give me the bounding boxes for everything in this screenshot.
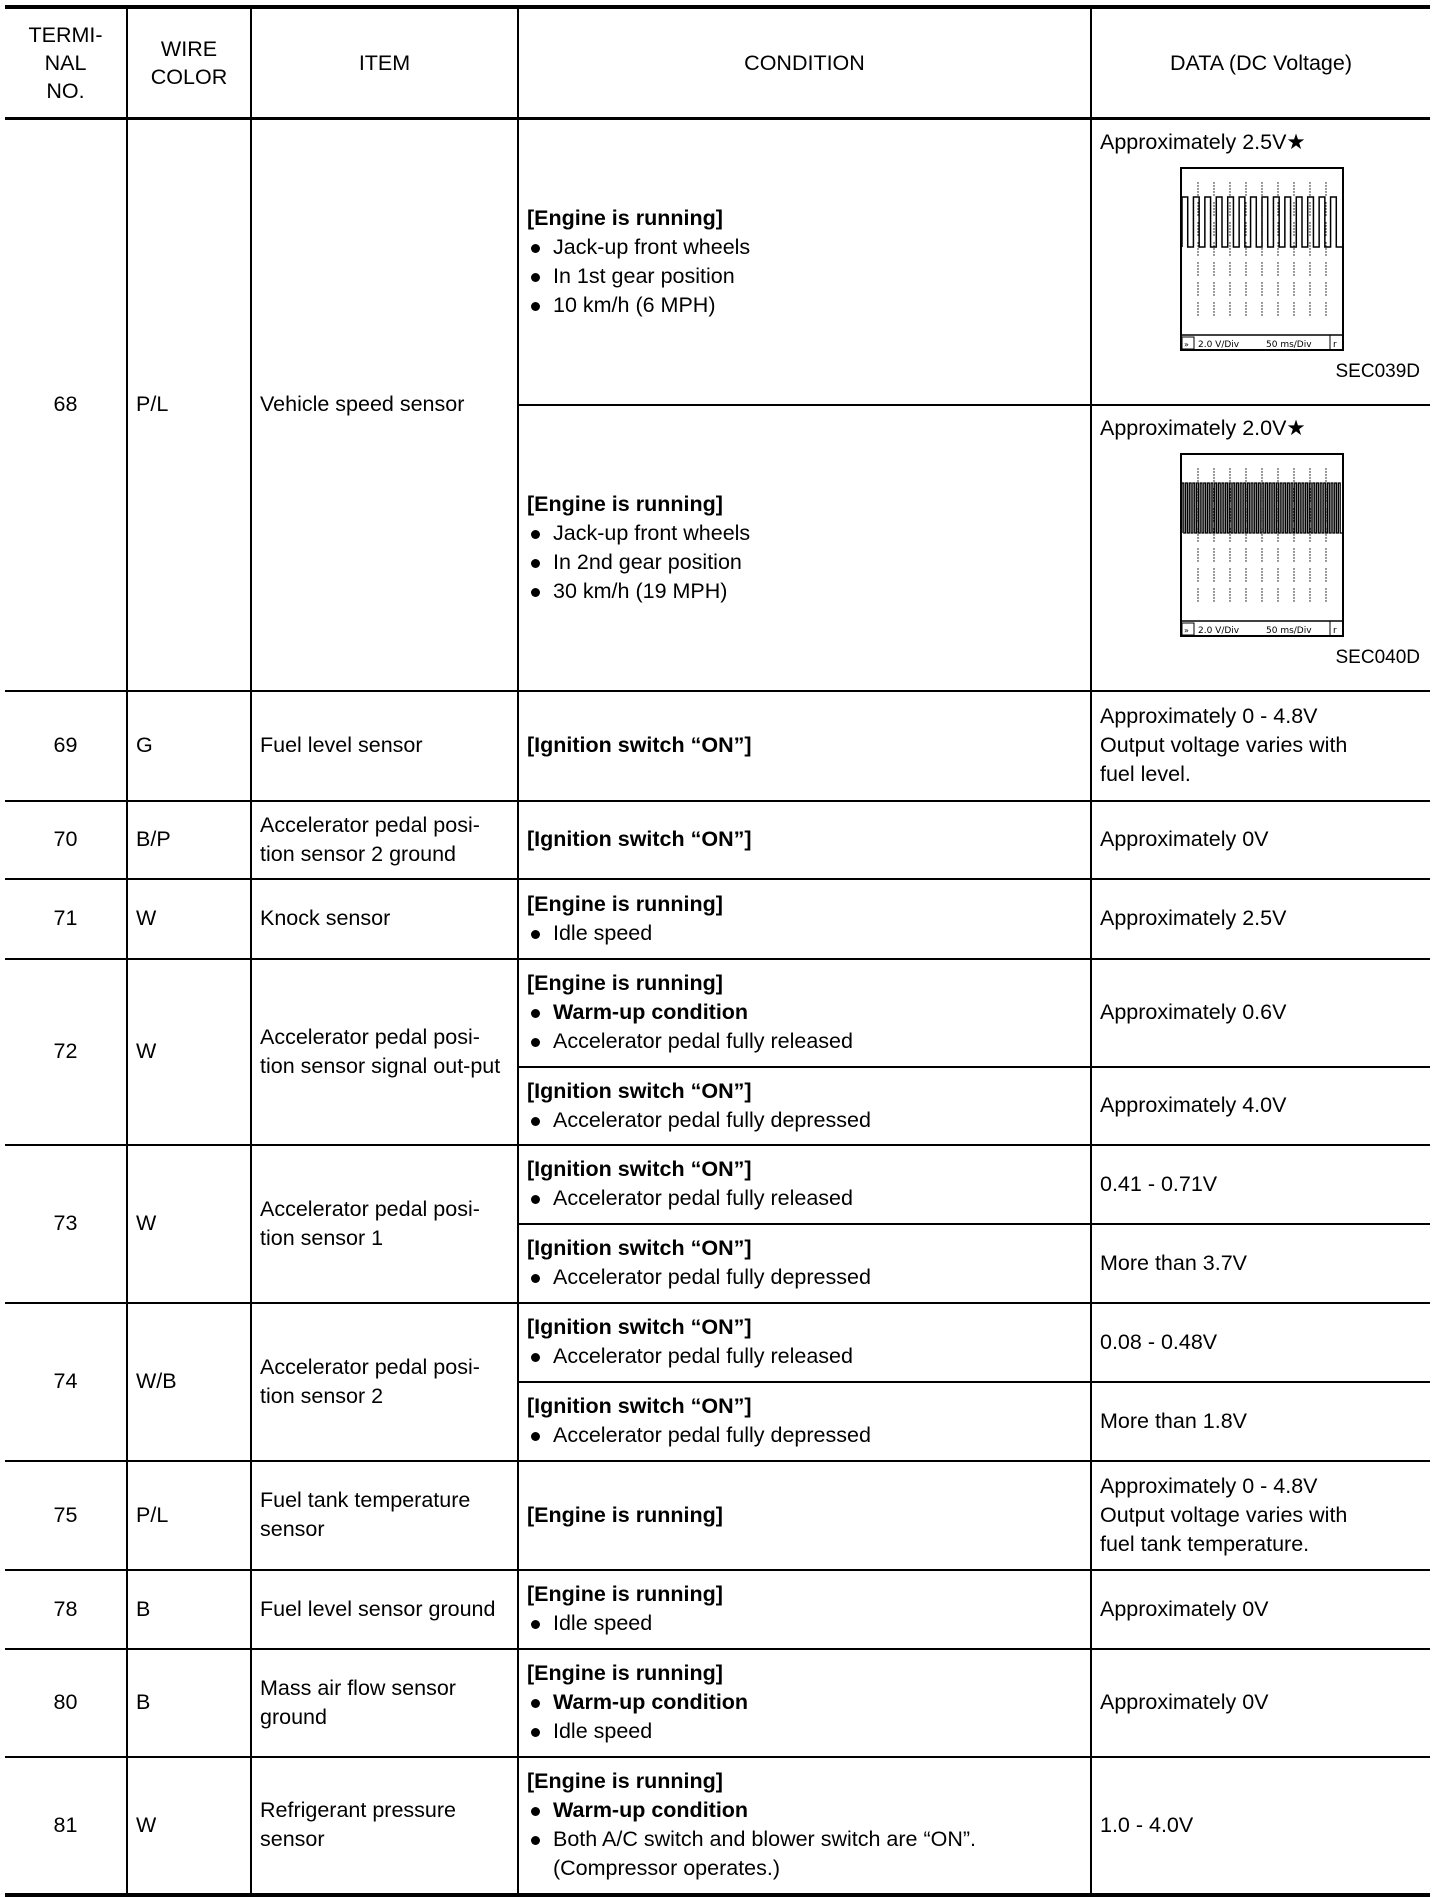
- data-value: Approximately 0 - 4.8V: [1100, 1473, 1318, 1498]
- condition-bullet: 30 km/h (19 MPH): [527, 577, 1082, 606]
- data-value: Approximately 4.0V: [1091, 1067, 1430, 1145]
- data-note: fuel level.: [1100, 762, 1191, 786]
- condition-bullet: Accelerator pedal fully depressed: [527, 1106, 1082, 1135]
- scope-time-scale: 50 ms/Div: [1266, 340, 1312, 350]
- item-name: Accelerator pedal posi-tion sensor 2 ground: [251, 801, 518, 879]
- data-value: Approximately 2.5V★: [1100, 130, 1306, 154]
- item-name: Fuel level sensor: [251, 691, 518, 801]
- condition-bullet: Accelerator pedal fully released: [527, 1027, 1082, 1056]
- condition-heading: [Engine is running]: [527, 891, 723, 916]
- scope-volt-scale: 2.0 V/Div: [1198, 340, 1240, 350]
- data-note: Output voltage varies with: [1100, 733, 1348, 757]
- item-name: Accelerator pedal posi-tion sensor signal out-put: [251, 959, 518, 1145]
- condition-bullet: In 1st gear position: [527, 262, 1082, 291]
- condition-bullet: Idle speed: [527, 1717, 1082, 1746]
- condition-cell: [518, 1649, 1091, 1757]
- condition-cell: [518, 691, 1091, 801]
- table-row: [5, 1649, 1430, 1757]
- data-cell: [1091, 1461, 1430, 1570]
- condition-heading: [Ignition switch “ON”]: [527, 733, 752, 757]
- item-name: Accelerator pedal posi-tion sensor 2: [251, 1303, 518, 1461]
- condition-cell: [518, 405, 1091, 691]
- table-row: [5, 1461, 1430, 1570]
- terminal-number: 68: [5, 119, 127, 691]
- item-name: Mass air flow sensor ground: [251, 1649, 518, 1757]
- header-terminal-l2: NAL: [44, 51, 87, 75]
- header-row: [5, 7, 1430, 119]
- condition-bullet: Accelerator pedal fully depressed: [527, 1421, 1082, 1450]
- data-cell: [1091, 691, 1430, 801]
- oscilloscope-waveform-2: [1180, 453, 1344, 637]
- data-cell: [1091, 405, 1430, 691]
- scope-marker-icon: »: [1184, 340, 1189, 349]
- figure-code: SEC040D: [1335, 646, 1420, 668]
- condition-cell: [518, 1303, 1091, 1382]
- header-wire-l2: COLOR: [150, 65, 228, 89]
- item-name: Accelerator pedal posi-tion sensor 1: [251, 1145, 518, 1303]
- wire-color: W: [127, 1145, 251, 1303]
- item-name: Vehicle speed sensor: [251, 119, 518, 691]
- table-row: [5, 119, 1430, 405]
- terminal-number: 75: [5, 1461, 127, 1570]
- condition-heading: [Engine is running]: [527, 205, 723, 230]
- data-cell: [1091, 119, 1430, 405]
- scope-marker-icon: »: [1184, 625, 1189, 635]
- condition-bullet: Warm-up condition: [527, 1688, 1082, 1717]
- condition-cell: [518, 1145, 1091, 1224]
- terminal-number: 69: [5, 691, 127, 801]
- header-data: DATA (DC Voltage): [1091, 7, 1430, 119]
- data-value: More than 3.7V: [1091, 1224, 1430, 1303]
- item-name: Fuel level sensor ground: [251, 1570, 518, 1649]
- condition-bullet: Both A/C switch and blower switch are “ON”.: [527, 1825, 1082, 1854]
- condition-cell: [518, 801, 1091, 879]
- data-value: Approximately 2.0V★: [1100, 415, 1306, 440]
- terminal-number: 78: [5, 1570, 127, 1649]
- condition-bullet: Warm-up condition: [527, 1796, 1082, 1825]
- condition-heading: [Ignition switch “ON”]: [527, 1078, 752, 1103]
- condition-cell: [518, 119, 1091, 405]
- table-row: [5, 1303, 1430, 1382]
- table-row: [5, 691, 1430, 801]
- terminal-data-table-page: [5, 5, 1430, 1897]
- table-row: [5, 801, 1430, 879]
- condition-heading: [Ignition switch “ON”]: [527, 1236, 752, 1260]
- wire-color: P/L: [127, 119, 251, 691]
- wire-color: W/B: [127, 1303, 251, 1461]
- terminal-number: 70: [5, 801, 127, 879]
- wire-color: W: [127, 1757, 251, 1895]
- condition-bullet: Jack-up front wheels: [527, 519, 1082, 548]
- condition-cell: [518, 959, 1091, 1067]
- data-value: 0.41 - 0.71V: [1091, 1145, 1430, 1224]
- header-terminal-l1: TERMI-: [28, 23, 103, 47]
- item-name: Knock sensor: [251, 879, 518, 959]
- condition-bullet: Idle speed: [527, 1609, 1082, 1638]
- condition-heading: [Engine is running]: [527, 491, 723, 516]
- scope-time-scale: 50 ms/Div: [1266, 625, 1312, 636]
- condition-bullet: Accelerator pedal fully released: [527, 1184, 1082, 1213]
- wire-color: P/L: [127, 1461, 251, 1570]
- header-terminal: [5, 7, 127, 119]
- condition-cell: [518, 1224, 1091, 1303]
- data-value: 1.0 - 4.0V: [1091, 1757, 1430, 1895]
- condition-bullet: 10 km/h (6 MPH): [527, 291, 1082, 320]
- data-value: Approximately 0.6V: [1091, 959, 1430, 1067]
- table-row: [5, 1570, 1430, 1649]
- scope-volt-scale: 2.0 V/Div: [1198, 625, 1240, 636]
- data-value: More than 1.8V: [1091, 1382, 1430, 1461]
- ecm-terminal-table: [5, 5, 1430, 1897]
- header-condition: CONDITION: [518, 7, 1091, 119]
- header-wire-l1: WIRE: [160, 37, 218, 61]
- data-value: Approximately 0 - 4.8V: [1100, 704, 1318, 728]
- oscilloscope-waveform-1: [1180, 167, 1344, 351]
- terminal-number: 74: [5, 1303, 127, 1461]
- data-value: Approximately 0V: [1091, 1649, 1430, 1757]
- wire-color: B: [127, 1570, 251, 1649]
- wire-color: W: [127, 879, 251, 959]
- figure-code: SEC039D: [1335, 361, 1420, 382]
- condition-cell: [518, 1461, 1091, 1570]
- condition-bullet: Accelerator pedal fully released: [527, 1342, 1082, 1371]
- scope-trigger-icon: r: [1333, 625, 1337, 636]
- condition-cell: [518, 879, 1091, 959]
- condition-bullet: Warm-up condition: [527, 998, 1082, 1027]
- condition-bullet: Idle speed: [527, 919, 1082, 948]
- condition-bullet: Accelerator pedal fully depressed: [527, 1263, 1082, 1292]
- header-item: ITEM: [251, 7, 518, 119]
- condition-heading: [Engine is running]: [527, 971, 723, 995]
- condition-cell: [518, 1382, 1091, 1461]
- table-row: [5, 879, 1430, 959]
- terminal-number: 71: [5, 879, 127, 959]
- table-row: [5, 1757, 1430, 1895]
- wire-color: B: [127, 1649, 251, 1757]
- data-value: Approximately 0V: [1091, 801, 1430, 879]
- item-name: Refrigerant pressure sensor: [251, 1757, 518, 1895]
- data-value: 0.08 - 0.48V: [1091, 1303, 1430, 1382]
- condition-heading: [Ignition switch “ON”]: [527, 827, 752, 851]
- condition-cell: [518, 1570, 1091, 1649]
- wire-color: G: [127, 691, 251, 801]
- condition-heading: [Engine is running]: [527, 1661, 723, 1685]
- condition-cell: [518, 1757, 1091, 1895]
- condition-heading: [Engine is running]: [527, 1502, 723, 1527]
- condition-heading: [Engine is running]: [527, 1769, 723, 1793]
- wire-color: W: [127, 959, 251, 1145]
- condition-heading: [Ignition switch “ON”]: [527, 1157, 752, 1181]
- data-value: Approximately 2.5V: [1091, 879, 1430, 959]
- scope-trigger-icon: r: [1333, 340, 1337, 350]
- terminal-number: 81: [5, 1757, 127, 1895]
- table-row: [5, 1145, 1430, 1224]
- wire-color: B/P: [127, 801, 251, 879]
- terminal-number: 72: [5, 959, 127, 1145]
- condition-bullet: Jack-up front wheels: [527, 233, 1082, 262]
- terminal-number: 73: [5, 1145, 127, 1303]
- data-note: fuel tank temperature.: [1100, 1531, 1310, 1556]
- condition-cell: [518, 1067, 1091, 1145]
- condition-heading: [Ignition switch “ON”]: [527, 1394, 752, 1418]
- item-name: Fuel tank temperature sensor: [251, 1461, 518, 1570]
- table-row: [5, 959, 1430, 1067]
- condition-heading: [Ignition switch “ON”]: [527, 1315, 752, 1339]
- data-note: Output voltage varies with: [1100, 1502, 1348, 1527]
- header-wire-color: [127, 7, 251, 119]
- header-terminal-l3: NO.: [46, 79, 85, 103]
- data-value: Approximately 0V: [1091, 1570, 1430, 1649]
- condition-bullet: In 2nd gear position: [527, 548, 1082, 577]
- terminal-number: 80: [5, 1649, 127, 1757]
- condition-note: (Compressor operates.): [553, 1856, 781, 1880]
- condition-heading: [Engine is running]: [527, 1582, 723, 1606]
